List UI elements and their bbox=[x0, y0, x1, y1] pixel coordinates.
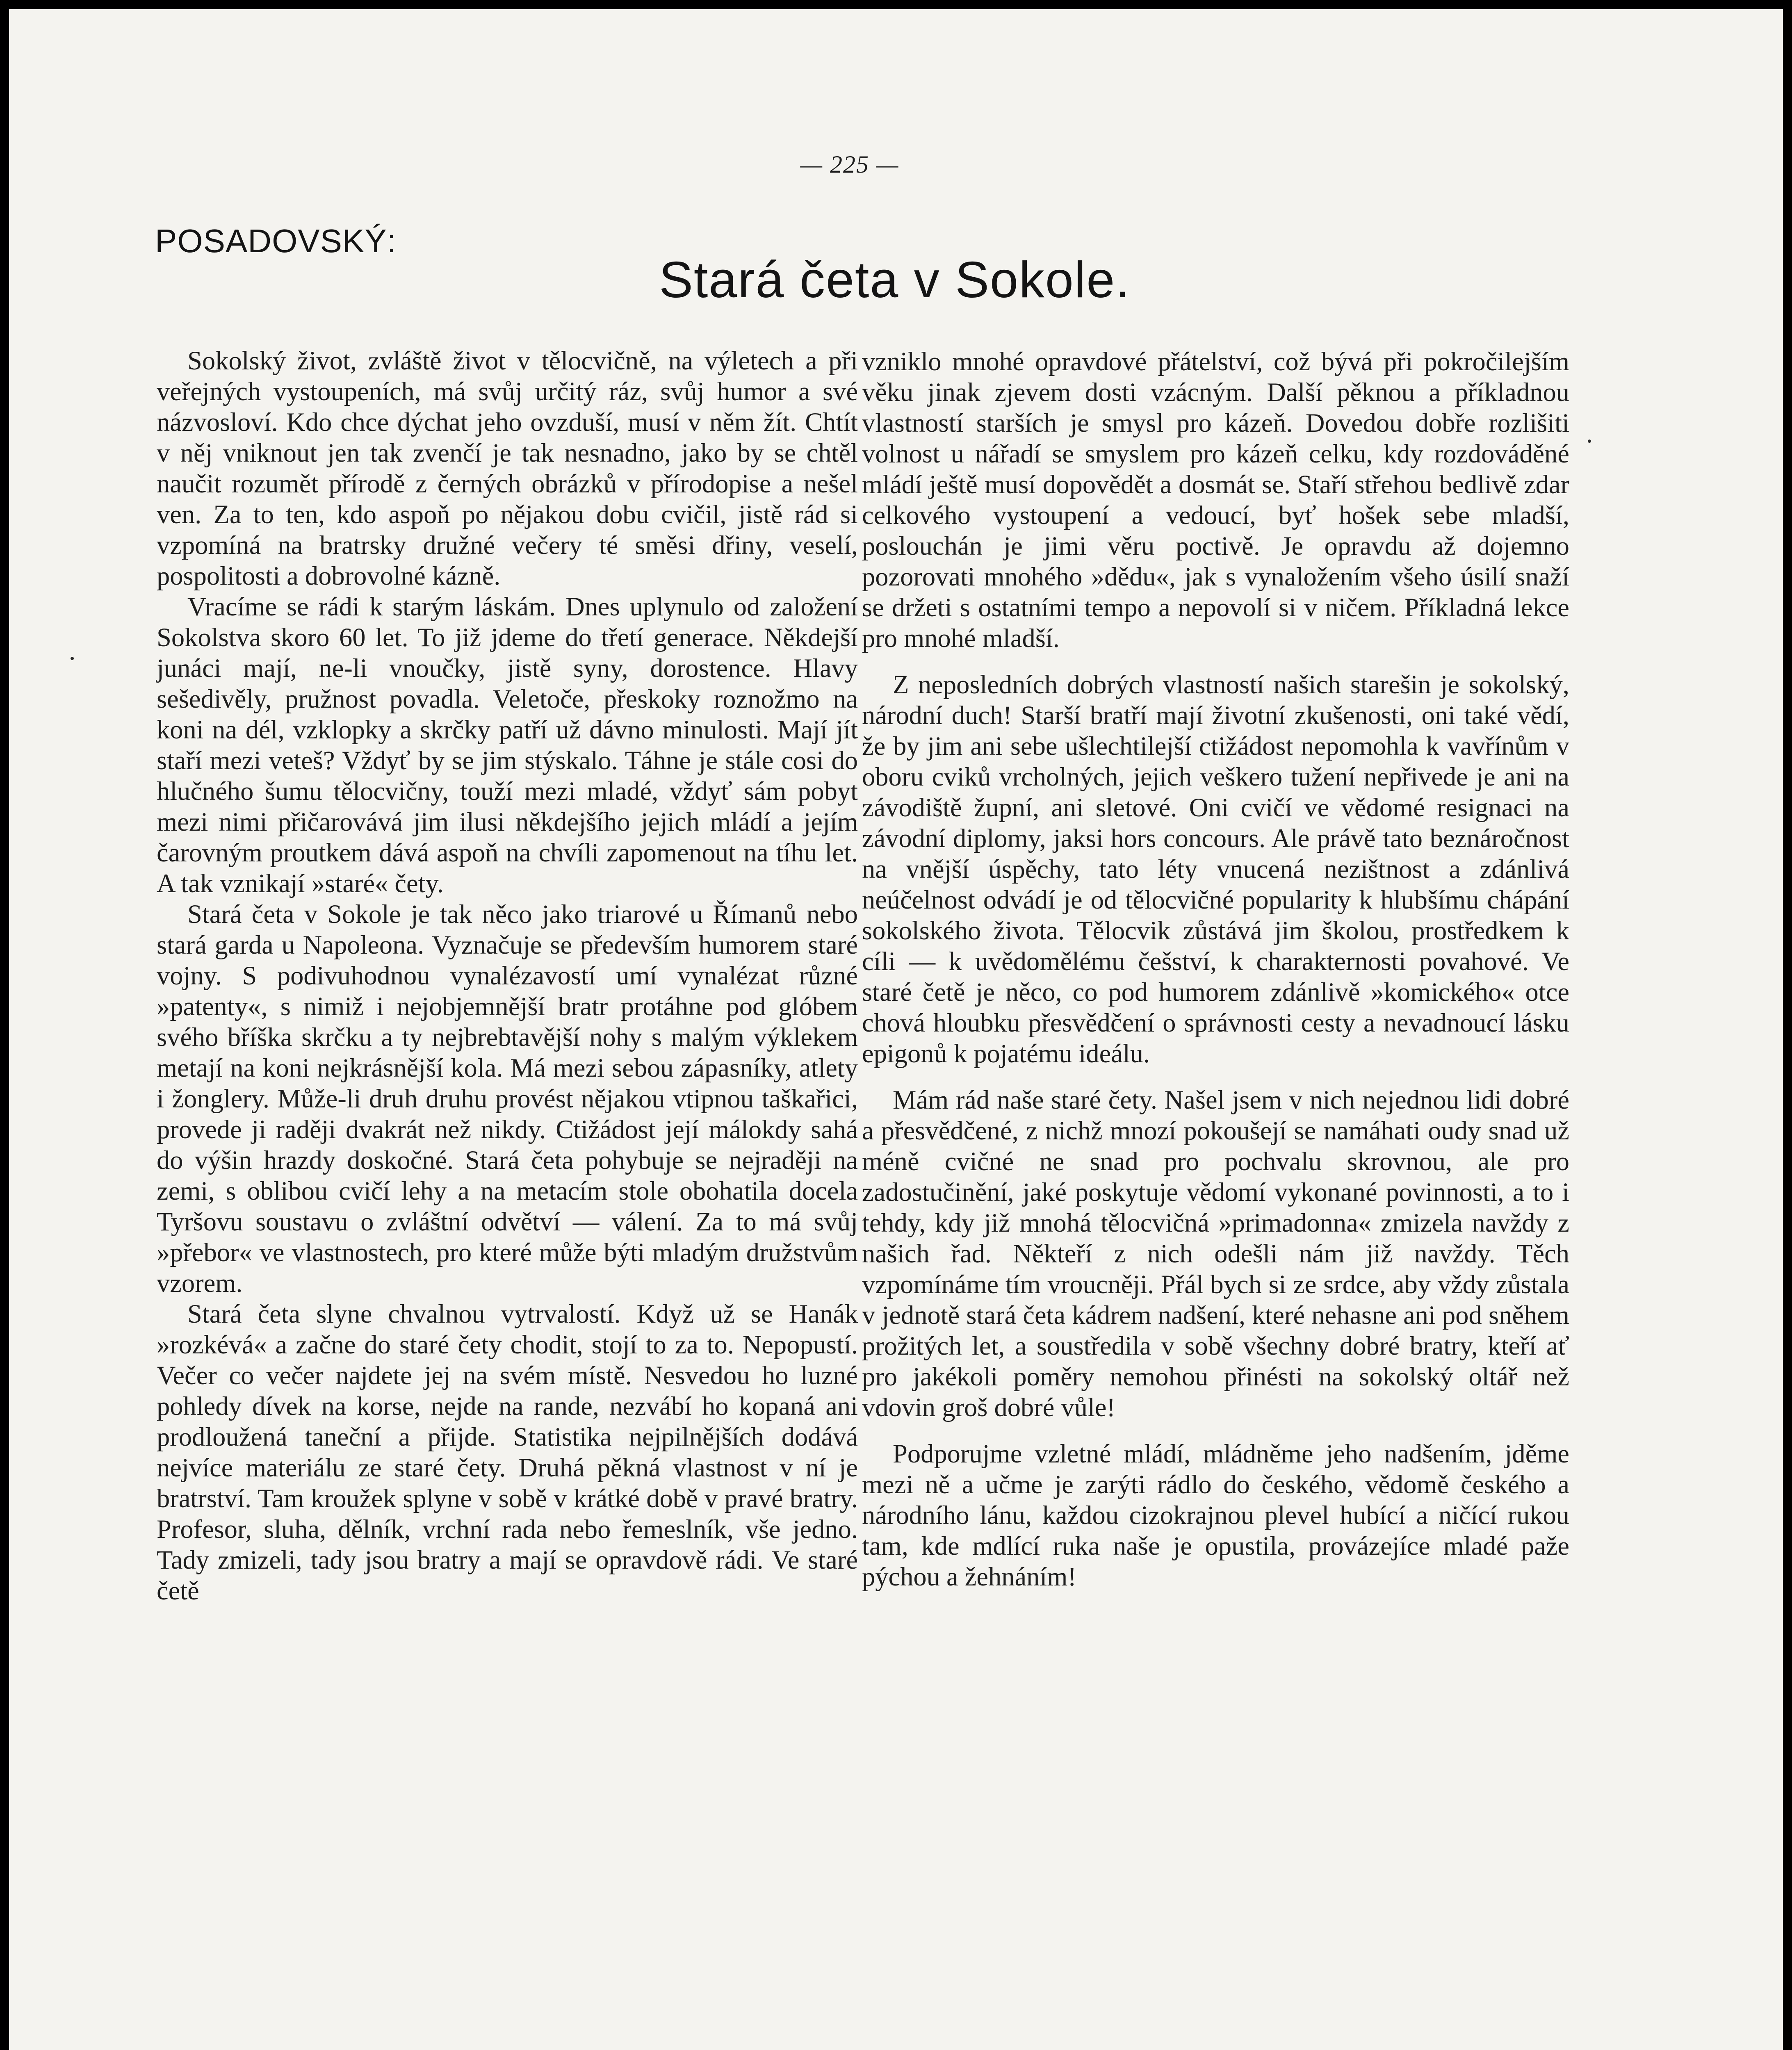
paragraph: Stará četa v Sokole je tak něco jako triarové u Římanů nebo stará garda u Napoleona. Vyznačuje se především humorem staré vojny. S podivuhodnou vynalézavostí umí vynalézat různé »patenty«, s nimiž i nejobjemnější bratr protáhne pod glóbem svého bříška skrčku a ty nejbrebtavější nohy s malým výklekem metají na koni nejkrásnější kola. Má mezi sebou zápasníky, atlety i žonglery. Může-li druh druhu provést nějakou vtipnou taškařici, provede ji raději dvakrát než nikdy. Ctižádost její málokdy sahá do výšin hrazdy doskočné. Stará četa pohybuje se nejraději na zemi, s oblibou cvičí lehy a na metacím stole obohatila docela Tyršovu soustavu o zvláštní odvětví — válení. Za to má svůj »přebor« ve vlastnostech, pro které může býti mladým družstvům vzorem. bbox=[157, 900, 858, 1298]
magazine-page bbox=[9, 9, 1783, 2050]
paragraph: Vracíme se rádi k starým láskám. Dnes uplynulo od založení Sokolstva skoro 60 let. To již jdeme do třetí generace. Někdejší junáci mají, ne-li vnoučky, jistě syny, dorostence. Hlavy sešedivěly, pružnost povadla. Veletoče, přeskoky roznožmo na koni na dél, vzklopky a skrčky patří už dávno minulosti. Mají jít staří mezi veteš? Vždyť by se jim stýskalo. Táhne je stále cosi do hlučného šumu tělocvičny, touží mezi mladé, vždyť sám pobyt mezi nimi přičarovává jim ilusi někdejšího jejich mládí a jejím čarovným proutkem dává aspoň na chvíli zapomenout na tíhu let. A tak vznikají »staré« čety. bbox=[157, 592, 858, 898]
paragraph: Mám rád naše staré čety. Našel jsem v nich nejednou lidi dobré a přesvědčené, z nichž mnozí pokoušejí se namáhati oudy snad už méně cvičné ne snad pro pochvalu skrovnou, ale pro zadostučinění, jaké poskytuje vědomí vykonané povinnosti, a to i tehdy, kdy již mnohá tělocvičná »primadonna« zmizela navždy z našich řad. Někteří z nich odešli nám již navždy. Těch vzpomínáme tím vroucněji. Přál bych si ze srdce, aby vždy zůstala v jednotě stará četa kádrem nadšení, které nehasne ani pod sněhem prožitých let, a soustředila v sobě všechny dobré bratry, kteří ať pro jakékoli poměry nemohou přinésti na sokolský oltář než vdovin groš dobré vůle! bbox=[862, 1085, 1569, 1422]
paragraph: Z neposledních dobrých vlastností našich starešin je sokolský, národní duch! Starší bratří mají životní zkušenosti, oni také vědí, že by jim ani sebe ušlechtilejší ctižádost nepomohla k vavřínům v oboru cviků vrcholných, jejich veškero tužení nepřivede je ani na závodiště župní, ani sletové. Oni cvičí ve vědomé resignaci na závodní diplomy, jaksi hors concours. Ale právě tato beznáročnost na vnější úspěchy, tato léty vnucená nezištnost a zdánlivá neúčelnost odvádí je od tělocvičné popularity k hlubšímu chápání sokolského života. Tělocvik zůstává jim školou, prostředkem k cíli — k uvědomělému češství, k charakternosti povahové. Ve staré četě je něco, co pod humorem zdánlivě »komického« otce chová hloubku přesvědčení o správnosti cesty a nevadnoucí lásku epigonů k pojatému ideálu. bbox=[862, 670, 1569, 1068]
falcon-ornament-icon bbox=[833, 2045, 899, 2050]
paragraph: Sokolský život, zvláště život v tělocvičně, na výletech a při veřejných vystoupeních, má svůj určitý ráz, svůj humor a své názvosloví. Kdo chce dýchat jeho ovzduší, musí v něm žít. Chtít v něj vniknout jen tak zvenčí je tak nesnadno, jako by se chtěl naučit rozumět přírodě z černých obrázků v přírodopise a nešel ven. Za to ten, kdo aspoň po nějakou dobu cvičil, jistě rád si vzpomíná na bratrsky družné večery té směsi dřiny, veselí, pospolitosti a dobrovolné kázně. bbox=[157, 346, 858, 590]
right-column bbox=[862, 346, 1569, 1592]
print-speck bbox=[71, 657, 74, 660]
page-number: — 225 — bbox=[800, 151, 899, 178]
paragraph-continued: vzniklo mnohé opravdové přátelství, což bývá při pokročilejším věku jinak zjevem dosti vzácným. Další pěknou a příkladnou vlastností starších je smysl pro kázeň. Dovedou dobře rozlišiti volnost u nářadí se smyslem pro kázeň celku, kdy rozdováděné mládí ještě musí dopovědět a dosmát se. Staří střehou bedlivě zdar celkového vystoupení a vedoucí, byť hošek sebe mladší, poslouchán je jimi věru poctivě. Je opravdu až dojemno pozorovati mnohého »dědu«, jak s vynaložením všeho úsilí snaží se držeti s ostatními tempo a nepovolí si v ničem. Příkladná lekce pro mnohé mladší. bbox=[862, 347, 1569, 653]
article-title: Stará četa v Sokole. bbox=[659, 252, 1131, 308]
paragraph: Podporujme vzletné mládí, mládněme jeho nadšením, jděme mezi ně a učme je zarýti rádlo do českého, vědomě českého a národního lánu, každou cizokrajnou plevel hubící a ničící rukou tam, kde mdlící ruka naše je opustila, provázejíce mladé paže pýchou a žehnáním! bbox=[862, 1439, 1569, 1591]
author-name: POSADOVSKÝ: bbox=[155, 223, 397, 259]
left-column bbox=[157, 345, 858, 1606]
print-speck bbox=[1588, 440, 1591, 443]
paragraph: Stará četa slyne chvalnou vytrvalostí. Když už se Hanák »rozkévá« a začne do staré čety chodit, stojí to za to. Nepopustí. Večer co večer najdete jej na svém místě. Nesvedou ho luzné pohledy dívek na korse, nejde na rande, nezvábí ho kopaná ani prodloužená taneční a přijde. Statistika nejpilnějších dodává nejvíce materiálu ze staré čety. Druhá pěkná vlastnost v ní je bratrství. Tam kroužek splyne v sobě v krátké době v pravé bratry. Profesor, sluha, dělník, vrchní rada nebo řemeslník, vše jedno. Tady zmizeli, tady jsou bratry a mají se opravdově rádi. Ve staré četě bbox=[157, 1299, 858, 1605]
